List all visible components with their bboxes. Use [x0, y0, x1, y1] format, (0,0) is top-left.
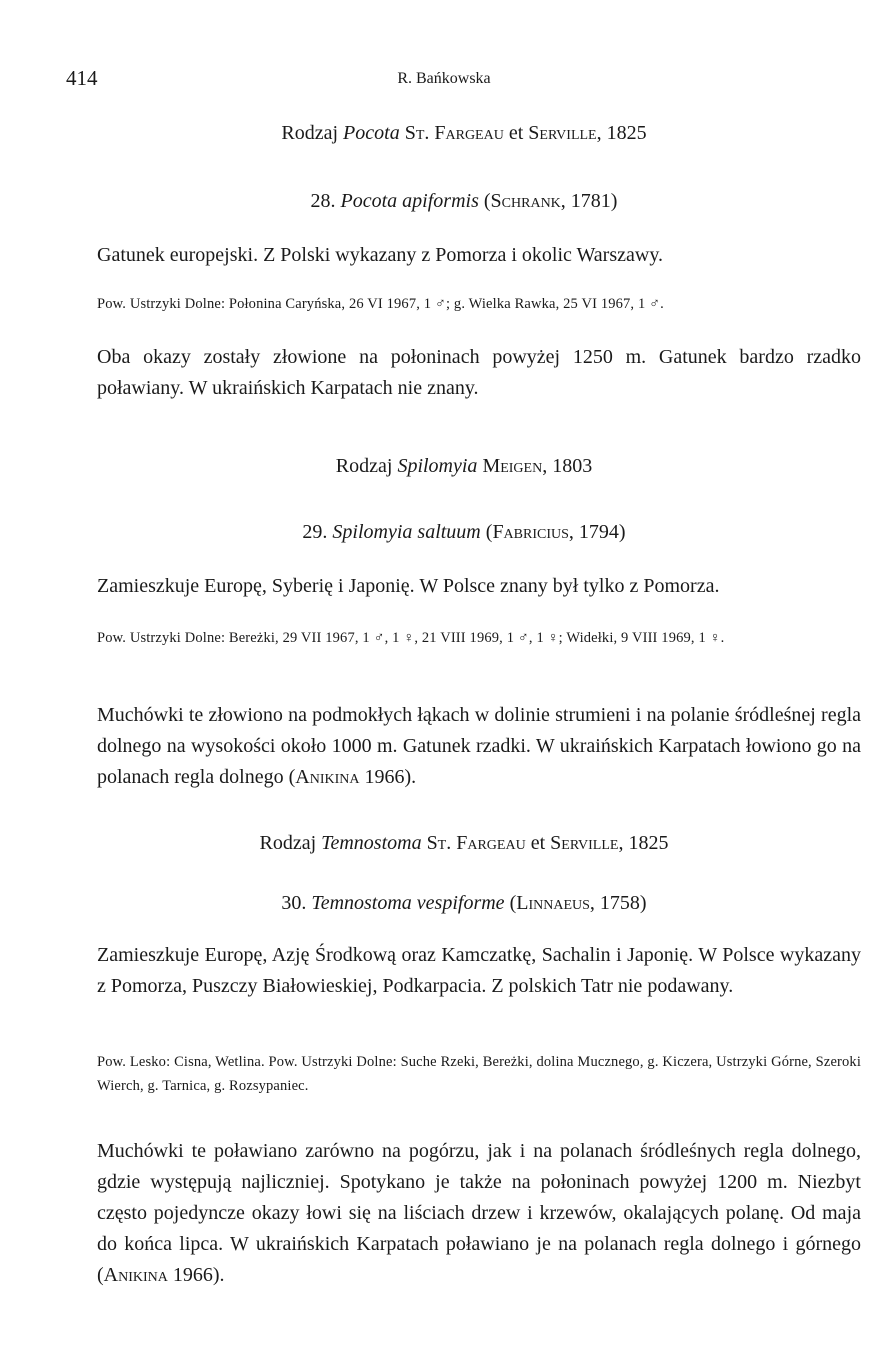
notes-paragraph-30: Muchówki te poławiano zarówno na pogórzu, jak i na polanach śródleśnych regla dolnego, gdzie występują najliczniej. Spotykano je także na połoninach powyżej 1200 m. Niezbyt często pojedyncze okazy łowi się na liściach drzew i krzewów, okalających polanę. Od maja do końca lipca. W ukraińskich Karpatach poławiano je na polanach regla dolnego i górnego (Anikina 1966).: [97, 1140, 861, 1286]
notes-paragraph-28: Oba okazy zostały złowione na połoninach powyżej 1250 m. Gatunek bardzo rzadko poławiany. W ukraińskich Karpatach nie znany.: [97, 346, 861, 399]
distribution-paragraph-30: Zamieszkuje Europę, Azję Środkową oraz Kamczatkę, Sachalin i Japonię. W Polsce wykazany z Pomorza, Puszczy Białowieskiej, Podkarpacia. Z polskich Tatr nie podawany.: [97, 944, 861, 997]
species-heading-30: 30. Temnostoma vespiforme (Linnaeus, 1758): [281, 892, 647, 914]
genus-heading-spilomyia: Rodzaj Spilomyia Meigen, 1803: [335, 455, 593, 477]
species-heading-29: 29. Spilomyia saltuum (Fabricius, 1794): [302, 521, 626, 543]
genus-heading-pocota: Rodzaj Pocota St. Fargeau et Serville, 1825: [281, 122, 647, 144]
records-paragraph-29: Pow. Ustrzyki Dolne: Bereżki, 29 VII 1967, 1 ♂, 1 ♀, 21 VIII 1969, 1 ♂, 1 ♀; Widełki, 9 VIII 1969, 1 ♀.: [97, 630, 725, 646]
records-paragraph-28: Pow. Ustrzyki Dolne: Połonina Caryńska, 26 VI 1967, 1 ♂; g. Wielka Rawka, 25 VI 1967, 1 ♂.: [97, 296, 664, 312]
distribution-paragraph-29: Zamieszkuje Europę, Syberię i Japonię. W Polsce znany był tylko z Pomorza.: [97, 575, 720, 597]
page-number: 414: [66, 66, 98, 90]
distribution-paragraph-28: Gatunek europejski. Z Polski wykazany z Pomorza i okolic Warszawy.: [97, 244, 664, 266]
notes-paragraph-29: Muchówki te złowiono na podmokłych łąkach w dolinie strumieni i na polanie śródleśnej regla dolnego na wysokości około 1000 m. Gatunek rzadki. W ukraińskich Karpatach łowiono go na polanach regla dolnego (Anikina 1966).: [97, 704, 861, 788]
records-paragraph-30: Pow. Lesko: Cisna, Wetlina. Pow. Ustrzyki Dolne: Suche Rzeki, Bereżki, dolina Mucznego, g. Kiczera, Ustrzyki Górne, Szeroki Wierch, g. Tarnica, g. Rozsypaniec.: [97, 1054, 861, 1094]
species-heading-28: 28. Pocota apiformis (Schrank, 1781): [310, 190, 618, 212]
genus-heading-temnostoma: Rodzaj Temnostoma St. Fargeau et Serville, 1825: [259, 832, 669, 854]
running-head: R. Bańkowska: [397, 70, 491, 87]
